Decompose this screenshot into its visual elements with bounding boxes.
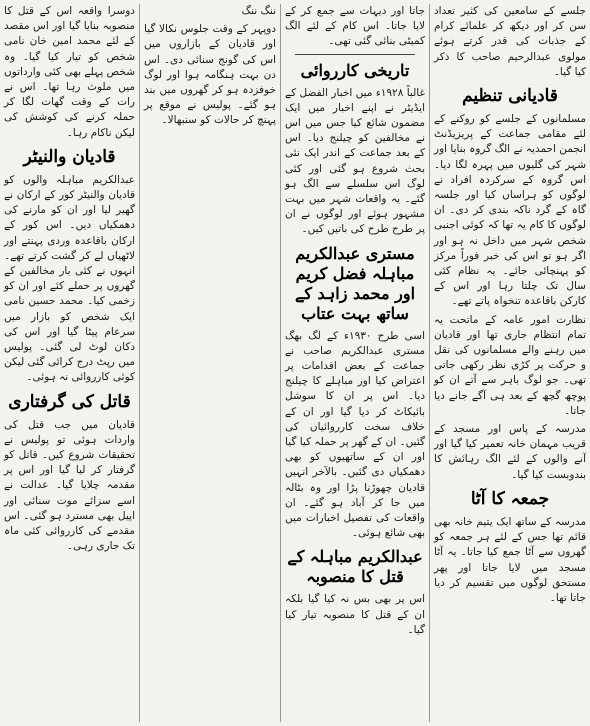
column-4-paragraph-2: عبدالکریم مباہلہ والوں کو قادیان والنیٹر کور کے ارکان نے گھیر لیا اور ان کو مارنے کی دھمکیاں دیں۔ اس کور کے ارکان باقاعدہ وردی پہنتے اور لاٹھیاں لے کر گشت کرتے تھے۔ انہوں نے کئی بار مخالفین کے گھروں پر حملے کئے اور ان کو زخمی کیا۔ محمد حسین نامی ایک شخص کو بازار میں سرعام پیٹا گیا اور اس کی دکان لوٹ لی گئی۔ پولیس میں رپٹ درج کرائی گئی لیکن کوئی کارروائی نہ ہوئی۔	[4, 173, 135, 384]
heading-qatl-ka-mansooba: عبدالکریم مباہلہ کے قتل کا منصوبہ	[287, 547, 423, 587]
heading-mistri-abdulkarim: مستری عبدالکریم مباہلہ فضل کریم اور محمد زاہد کے ساتھ بہت عتاب	[294, 243, 416, 323]
column-3	[140, 4, 280, 722]
column-2-paragraph-2: اسی طرح ۱۹۳۰ء کے لگ بھگ مستری عبدالکریم صاحب نے جماعت کے بعض اقدامات پر اعتراض کیا اور مباہلے کا چیلنج دیا۔ اس پر ان کا سوشل بائیکاٹ کر دیا گیا اور ان کے خلاف سخت کارروائیاں کی گئیں۔ ان کے گھر پر حملہ کیا گیا اور ان کے ساتھیوں کو بھی دھمکیاں دی گئیں۔ بالآخر انہیں قادیان چھوڑنا پڑا اور وہ بٹالہ میں جا کر آباد ہو گئے۔ ان واقعات کی تفصیل اخبارات میں بھی شائع ہوئی۔	[285, 329, 426, 540]
column-1-intro: جلسے کے سامعین کی کثیر تعداد سن کر اور دیکھ کر علمائے کرام کے جذبات کی قدر کرتے ہوئے مولوی عبدالرحیم صاحب کا ذکر کیا گیا۔	[434, 5, 586, 78]
column-2-paragraph-3: اس پر بھی بس نہ کیا گیا بلکہ ان کے قتل کا منصوبہ تیار کیا گیا۔	[285, 593, 425, 636]
column-1-paragraph-1: مسلمانوں کے جلسے کو روکنے کے لئے مقامی جماعت کے پریزیڈنٹ انجمن احمدیہ نے الگ گروہ بنایا اور شہر کی گلیوں میں پہرہ لگا دیا۔ اس گروہ کے سرکردہ افراد نے لوگوں کو ہراساں کیا اور جلسہ گاہ کے گرد ناکہ بندی کر دی۔ ان لوگوں کا کام یہ تھا کہ کوئی اجنبی شخص شہر میں داخل نہ ہو اور اگر ہو تو اس کی خبر فوراً مرکز کو پہنچائی جائے۔ یہ نظام کئی سال تک چلتا رہا اور اس کے کارکن باقاعدہ تنخواہ پاتے تھے۔	[434, 113, 586, 308]
column-2-top: جاتا اور دیہات سے جمع کر کے لایا جاتا۔ اس کام کے لئے الگ کمیٹی بنائی گئی تھی۔	[285, 5, 425, 48]
column-3-paragraph-1: دوپہر کے وقت جلوس نکالا گیا اور قادیان کے بازاروں میں اس کی گونج سنائی دی۔ اس دن بہت ہنگامہ ہوا اور لوگ خوفزدہ ہو کر گھروں میں بند ہو گئے۔ پولیس نے موقع پر پہنچ کر حالات کو سنبھالا۔	[144, 23, 276, 127]
column-1-paragraph-4: مدرسہ کے ساتھ ایک یتیم خانہ بھی قائم تھا جس کے لئے ہر جمعہ کو گھروں سے آٹا جمع کیا جاتا۔ یہ آٹا مسجد میں لایا جاتا اور پھر مستحق لوگوں میں تقسیم کر دیا جاتا تھا۔	[434, 515, 586, 604]
column-3-top: ننگ ننگ	[241, 5, 276, 17]
column-1-paragraph-2: نظارت امور عامہ کے ماتحت یہ تمام انتظام جاری تھا اور قادیان میں رہنے والے مسلمانوں کی نقل و حرکت پر کڑی نظر رکھی جاتی تھی۔ جو لوگ باہر سے آتے ان کو پوچھ گچھ کے بعد ہی آگے جانے دیا جاتا۔	[434, 313, 586, 417]
divider	[295, 54, 415, 55]
heading-qatil-ki-giraftari: قاتل کی گرفتاری	[8, 391, 131, 412]
heading-qadian-volunteer: قادیان والنیٹر	[23, 146, 116, 167]
heading-juma-ka-aata: جمعہ کا آٹا	[470, 488, 550, 509]
column-2-paragraph-1: غالباً ۱۹۲۸ء میں اخبار الفضل کے ایڈیٹر نے اپنے اخبار میں ایک مضمون شائع کیا جس میں اس نے مخالفین کو چیلنج دیا۔ اس کے بعد جماعت کے اندر ایک نئی بحث شروع ہو گئی اور کئی لوگ اس سلسلے سے الگ ہو گئے۔ یہ واقعات شہر میں بہت مشہور ہوئے اور لوگوں نے ان پر طرح طرح کی باتیں کیں۔	[285, 86, 425, 236]
heading-qadiani-tanzeem: قادیانی تنظیم	[462, 86, 558, 107]
heading-tarikhi: تاریخی کارروائی	[300, 60, 410, 80]
column-4-paragraph-1: دوسرا واقعہ اس کے قتل کا منصوبہ بنایا گیا اور اس مقصد کے لئے محمد امین خان نامی شخص کو تیار کیا گیا۔ وہ شخص پہلے بھی کئی وارداتوں میں ملوث رہا تھا۔ اس نے رات کے وقت گھات لگا کر حملہ کرنے کی کوشش کی لیکن ناکام رہا۔	[4, 5, 135, 139]
column-4-paragraph-3: قادیان میں جب قتل کی واردات ہوئی تو پولیس نے تحقیقات شروع کیں۔ قاتل کو گرفتار کر لیا گیا اور اس پر مقدمہ چلایا گیا۔ عدالت نے اسے سزائے موت سنائی اور اپیل بھی مسترد ہو گئی۔ اس مقدمے کی کارروائی کئی ماہ تک جاری رہی۔	[4, 418, 135, 553]
column-1	[430, 4, 590, 722]
column-2	[280, 4, 430, 722]
column-1-paragraph-3: مدرسہ کے پاس اور مسجد کے قریب مہمان خانہ تعمیر کیا گیا اور آنے والوں کے لئے الگ رہائش کا بندوبست کیا گیا۔	[434, 423, 586, 481]
column-4	[0, 4, 140, 722]
